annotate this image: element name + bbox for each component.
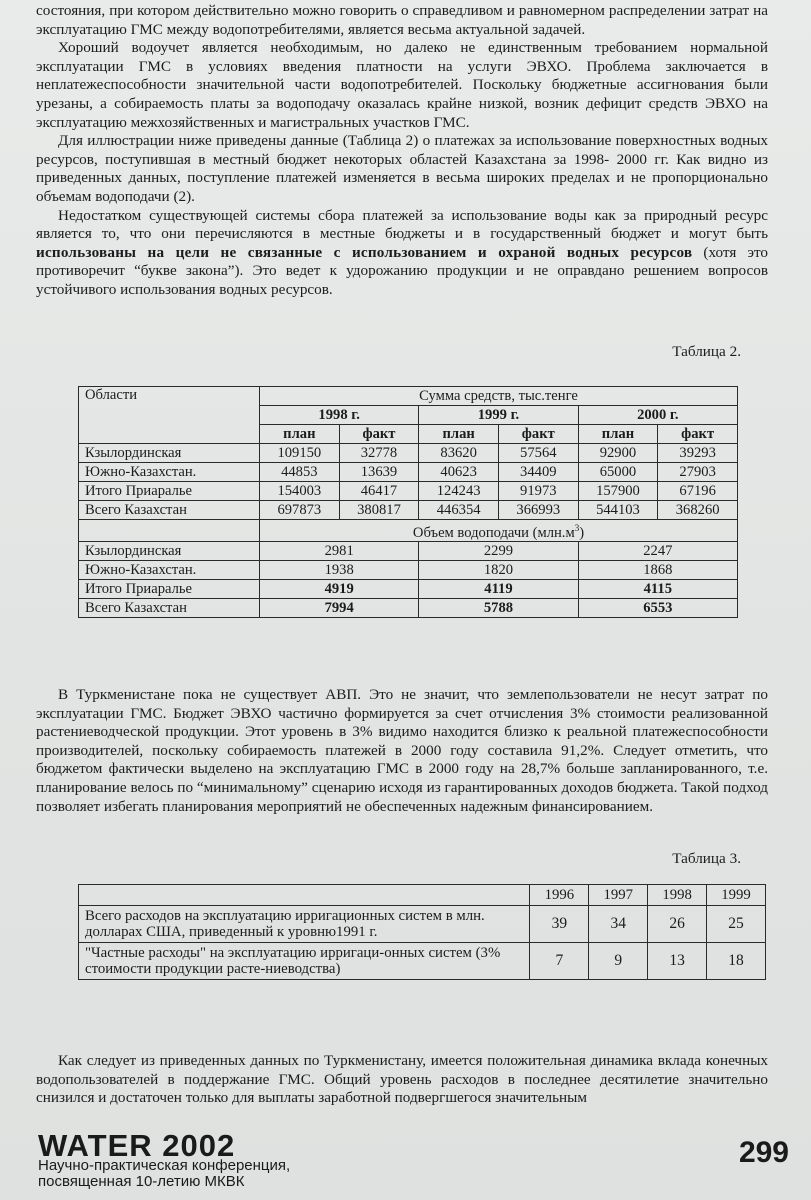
table-cell: 26 bbox=[648, 906, 707, 943]
table-row bbox=[79, 520, 738, 542]
fact-header: факт bbox=[339, 425, 419, 444]
paragraph-closing: Как следует из приведенных данных по Туркменистану, имеется положительная динамика вклада конечных водопользователей в поддержание ГМС. Общий уровень расходов в последнее десятилетие значительно снизился и достаточен только для выплаты заработной подвергшегося значительным bbox=[36, 1052, 768, 1107]
table-cell: 91973 bbox=[498, 482, 578, 501]
table-cell: 154003 bbox=[260, 482, 340, 501]
table3-expenses bbox=[78, 884, 766, 980]
row-label: Всего расходов на эксплуатацию ирригационных систем в млн. долларах США, приведенный к уровню1991 г. bbox=[79, 906, 530, 943]
table-cell: 13639 bbox=[339, 463, 419, 482]
table-cell: 34409 bbox=[498, 463, 578, 482]
table-cell: 2247 bbox=[578, 541, 737, 560]
table-cell: 4119 bbox=[419, 579, 578, 598]
table-cell: 39293 bbox=[658, 444, 738, 463]
table2-payments bbox=[78, 386, 738, 618]
table-row bbox=[79, 387, 738, 406]
region-name: Всего Казахстан bbox=[79, 598, 260, 617]
year-header: 1997 bbox=[589, 885, 648, 906]
table-cell: 9 bbox=[589, 943, 648, 980]
paragraph-4-end: (хотя это противоречит “букве закона”). Это ведет к удорожанию продукции и не оправдано решением вопросов устойчивого использования водных ресурсов. bbox=[36, 243, 768, 298]
year-header: 1999 bbox=[707, 885, 766, 906]
table-row bbox=[79, 501, 738, 520]
region-name: Всего Казахстан bbox=[79, 501, 260, 520]
table-cell: 25 bbox=[707, 906, 766, 943]
table-cell: 7 bbox=[530, 943, 589, 980]
closing-section bbox=[36, 1052, 768, 1108]
table-cell: 2981 bbox=[260, 541, 419, 560]
table-cell: 83620 bbox=[419, 444, 499, 463]
intro-paragraphs bbox=[36, 2, 768, 300]
table-cell: 65000 bbox=[578, 463, 658, 482]
table-cell: 40623 bbox=[419, 463, 499, 482]
year-header-1998: 1998 г. bbox=[260, 406, 419, 425]
table-row bbox=[79, 444, 738, 463]
table-cell: 39 bbox=[530, 906, 589, 943]
turkmenistan-section bbox=[36, 686, 768, 816]
paragraph-1: состояния, при котором действительно можно говорить о справедливом и равномерном распределении затрат на эксплуатацию ГМС между водопотребителями, является весьма актуальной задачей. bbox=[36, 2, 768, 38]
table-row bbox=[79, 541, 738, 560]
region-name: Кзылординская bbox=[79, 541, 260, 560]
plan-header: план bbox=[578, 425, 658, 444]
table-cell: 380817 bbox=[339, 501, 419, 520]
table-cell: 124243 bbox=[419, 482, 499, 501]
plan-header: план bbox=[260, 425, 340, 444]
table-cell: 368260 bbox=[658, 501, 738, 520]
region-name: Южно-Казахстан. bbox=[79, 463, 260, 482]
paragraph-3: Для иллюстрации ниже приведены данные (Таблица 2) о платежах за использование поверхностных водных ресурсов, поступившая в местный бюджет некоторых областей Казахстана за 1998- 2000 гг. Как видно из приведенных данных, поступление платежей изменяется в весьма широких пределах и не пропорционально объемам водоподачи (2). bbox=[36, 132, 768, 205]
table-cell: 1938 bbox=[260, 560, 419, 579]
table-cell: 446354 bbox=[419, 501, 499, 520]
fact-header: факт bbox=[658, 425, 738, 444]
table-row bbox=[79, 463, 738, 482]
table-cell: 366993 bbox=[498, 501, 578, 520]
table-cell: 1820 bbox=[419, 560, 578, 579]
volume-header-end: ) bbox=[579, 524, 585, 541]
region-name: Итого Приаралье bbox=[79, 579, 260, 598]
conference-line-2: посвященная 10-летию МКВК bbox=[38, 1173, 245, 1190]
conference-subtitle bbox=[38, 1158, 290, 1190]
table-cell: 57564 bbox=[498, 444, 578, 463]
year-header: 1996 bbox=[530, 885, 589, 906]
table-cell: 5788 bbox=[419, 598, 578, 617]
table-row bbox=[79, 885, 766, 906]
row-label: "Частные расходы" на эксплуатацию ирригаци-онных систем (3% стоимости продукции расте-ниеводства) bbox=[79, 943, 530, 980]
amount-header: Сумма средств, тыс.тенге bbox=[260, 387, 738, 406]
table-cell: 544103 bbox=[578, 501, 658, 520]
region-name: Кзылординская bbox=[79, 444, 260, 463]
table-row bbox=[79, 906, 766, 943]
volume-header-sup: 3 bbox=[574, 523, 580, 533]
table-row bbox=[79, 482, 738, 501]
table-cell: 7994 bbox=[260, 598, 419, 617]
table-cell: 2299 bbox=[419, 541, 578, 560]
table-cell: 44853 bbox=[260, 463, 340, 482]
paragraph-turkmenistan: В Туркменистане пока не существует АВП. Это не значит, что землепользователи не несут затрат по эксплуатации ГМС. Бюджет ЭВХО частично формируется за счет отчисления 3% стоимости реализованной растениеводческой продукции. Этот уровень в 3% видимо находится близко к реальной платежеспособности производителей, поскольку собираемость платежей в 2000 году составила 91,2%. Следует отметить, что бюджетом фактически выделено на эксплуатацию ГМС в 2000 году на 28,7% больше запланированного, т.е. планирование велось по “минимальному” сценарию исходя из гарантированных доходов бюджета. Такой подход позволяет избегать планирования мероприятий не обеспеченных надежным финансированием. bbox=[36, 686, 768, 815]
table-cell: 13 bbox=[648, 943, 707, 980]
table-cell: 157900 bbox=[578, 482, 658, 501]
paragraph-4-start: Недостатком существующей системы сбора платежей за использование воды как за природный ресурс является то, что они перечисляются в местные бюджеты и в государственный бюджет и могут быть bbox=[36, 206, 768, 243]
table-cell: 1868 bbox=[578, 560, 737, 579]
water-2002-logo: WATER 2002 bbox=[38, 1128, 236, 1163]
table-cell: 34 bbox=[589, 906, 648, 943]
year-header-1999: 1999 г. bbox=[419, 406, 578, 425]
table-cell: 18 bbox=[707, 943, 766, 980]
table-cell: 697873 bbox=[260, 501, 340, 520]
year-header-2000: 2000 г. bbox=[578, 406, 737, 425]
table-cell: 92900 bbox=[578, 444, 658, 463]
table-cell: 109150 bbox=[260, 444, 340, 463]
table-row bbox=[79, 560, 738, 579]
region-header: Области bbox=[79, 387, 260, 444]
table-cell: 4115 bbox=[578, 579, 737, 598]
page-number: 299 bbox=[738, 1136, 789, 1169]
table-row bbox=[79, 579, 738, 598]
table-cell: 4919 bbox=[260, 579, 419, 598]
table-cell: 32778 bbox=[339, 444, 419, 463]
table-row bbox=[79, 598, 738, 617]
year-header: 1998 bbox=[648, 885, 707, 906]
volume-header-text: Объем водоподачи (млн.м bbox=[412, 524, 575, 541]
table-cell: 27903 bbox=[658, 463, 738, 482]
paragraph-4 bbox=[36, 207, 768, 300]
table-cell: 46417 bbox=[339, 482, 419, 501]
table-row bbox=[79, 943, 766, 980]
empty-cell bbox=[79, 520, 260, 542]
volume-header bbox=[260, 520, 738, 542]
table3-caption: Таблица 3. bbox=[672, 850, 741, 867]
region-name: Южно-Казахстан. bbox=[79, 560, 260, 579]
fact-header: факт bbox=[498, 425, 578, 444]
paragraph-2: Хороший водоучет является необходимым, но далеко не единственным требованием нормальной эксплуатации ГМС в условиях введения платности на услуги ЭВХО. Проблема заключается в неплатежеспособности значительной части водопотребителей. Поскольку бюджетные ассигнования были урезаны, а собираемость платы за водоподачу оказалась крайне низкой, возник дефицит средств ЭВХО на эксплуатацию межхозяйственных и магистральных участков ГМС. bbox=[36, 39, 768, 131]
table-cell: 6553 bbox=[578, 598, 737, 617]
region-name: Итого Приаралье bbox=[79, 482, 260, 501]
table2-caption: Таблица 2. bbox=[672, 343, 741, 360]
table-cell: 67196 bbox=[658, 482, 738, 501]
empty-cell bbox=[79, 885, 530, 906]
plan-header: план bbox=[419, 425, 499, 444]
conference-line-1: Научно-практическая конференция, bbox=[38, 1157, 291, 1174]
paragraph-4-bold: использованы на цели не связанные с использованием и охраной водных ресурсов bbox=[36, 243, 693, 261]
